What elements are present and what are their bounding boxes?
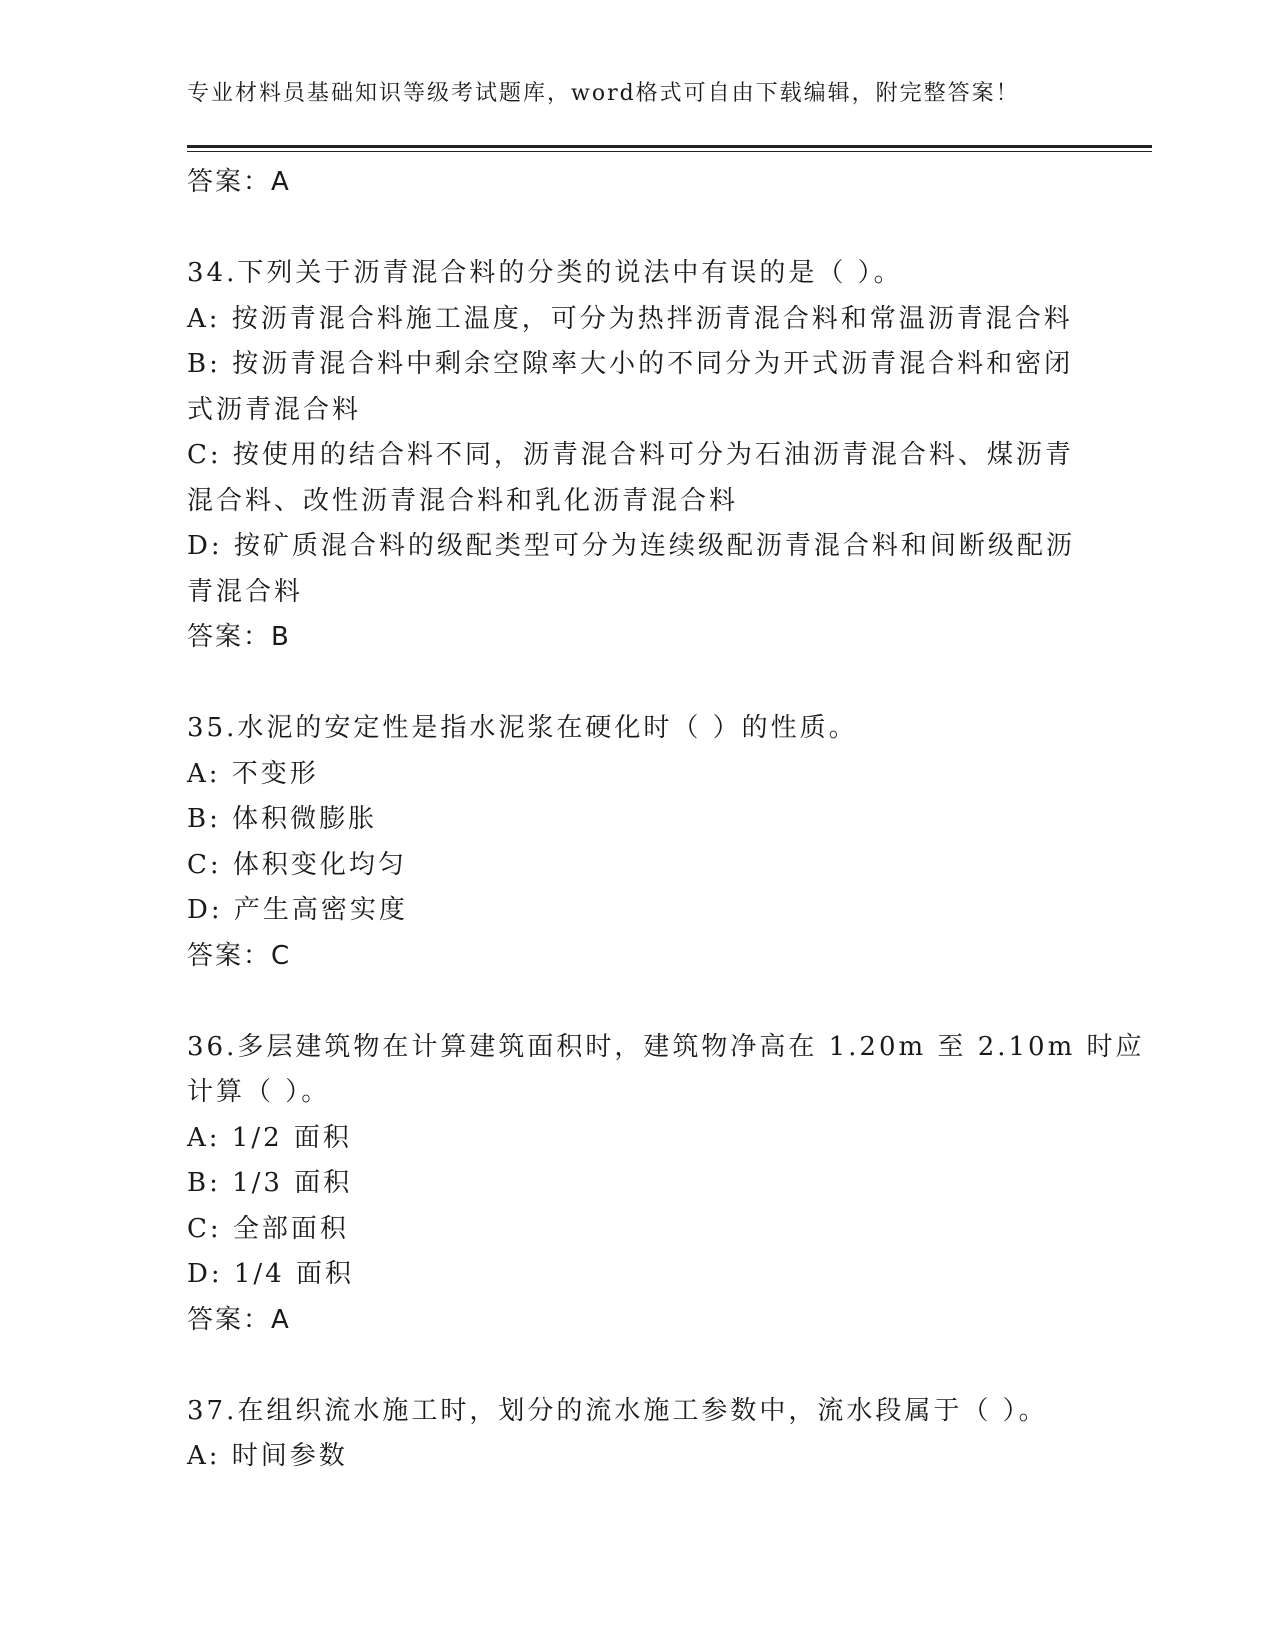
- question-option: D: 产生高密实度: [187, 895, 408, 925]
- question-option: A: 1/2 面积: [187, 1122, 352, 1153]
- question-spacer: [187, 206, 1087, 252]
- header-rule-thin: [187, 151, 1152, 152]
- question-option: C: 全部面积: [187, 1213, 349, 1244]
- question-option: C: 体积变化均匀: [187, 849, 407, 880]
- answer-line: 答案：B: [187, 622, 291, 652]
- document-body: [187, 160, 1145, 1480]
- header-rule-thick: [187, 145, 1152, 148]
- question-option: 青混合料: [187, 576, 304, 607]
- question-option: D: 按矿质混合料的级配类型可分为连续级配沥青混合料和间断级配沥: [187, 531, 1075, 561]
- question-option: A: 时间参数: [187, 1441, 348, 1471]
- question-option: 式沥青混合料: [187, 394, 362, 425]
- question-block: [187, 1389, 1087, 1480]
- question-stem: 34.下列关于沥青混合料的分类的说法中有误的是（ ）。: [187, 258, 903, 288]
- question-spacer: [187, 1343, 1087, 1389]
- question-option: B: 1/3 面积: [187, 1168, 353, 1198]
- question-stem: 计算（ ）。: [187, 1077, 331, 1107]
- question-stem: 37.在组织流水施工时，划分的流水施工参数中，流水段属于（ ）。: [187, 1395, 1048, 1426]
- question-option: 混合料、改性沥青混合料和乳化沥青混合料: [187, 485, 739, 516]
- question-block: [187, 251, 1087, 661]
- question-block: [187, 706, 1087, 979]
- question-option: B: 体积微膨胀: [187, 804, 378, 834]
- question-option: A: 按沥青混合料施工温度，可分为热拌沥青混合料和常温沥青混合料: [187, 303, 1073, 334]
- question-stem: 36.多层建筑物在计算建筑面积时，建筑物净高在 1.20m 至 2.10m 时应: [187, 1031, 1145, 1062]
- question-option: B: 按沥青混合料中剩余空隙率大小的不同分为开式沥青混合料和密闭: [187, 349, 1074, 379]
- question-stem: 35.水泥的安定性是指水泥浆在硬化时（ ）的性质。: [187, 713, 858, 743]
- answer-line: 答案：A: [187, 1304, 291, 1335]
- page-header: 专业材料员基础知识等级考试题库，word格式可自由下载编辑，附完整答案！: [187, 81, 1020, 106]
- question-option: D: 1/4 面积: [187, 1259, 354, 1289]
- question-option: A: 不变形: [187, 758, 319, 789]
- question-block: [187, 1025, 1145, 1344]
- question-list: [187, 206, 1145, 1480]
- question-spacer: [187, 979, 1087, 1025]
- answer-line: 答案：C: [187, 940, 292, 971]
- question-option: C: 按使用的结合料不同，沥青混合料可分为石油沥青混合料、煤沥青: [187, 440, 1074, 470]
- question-spacer: [187, 661, 1087, 707]
- answer-line: 答案：A: [187, 167, 291, 197]
